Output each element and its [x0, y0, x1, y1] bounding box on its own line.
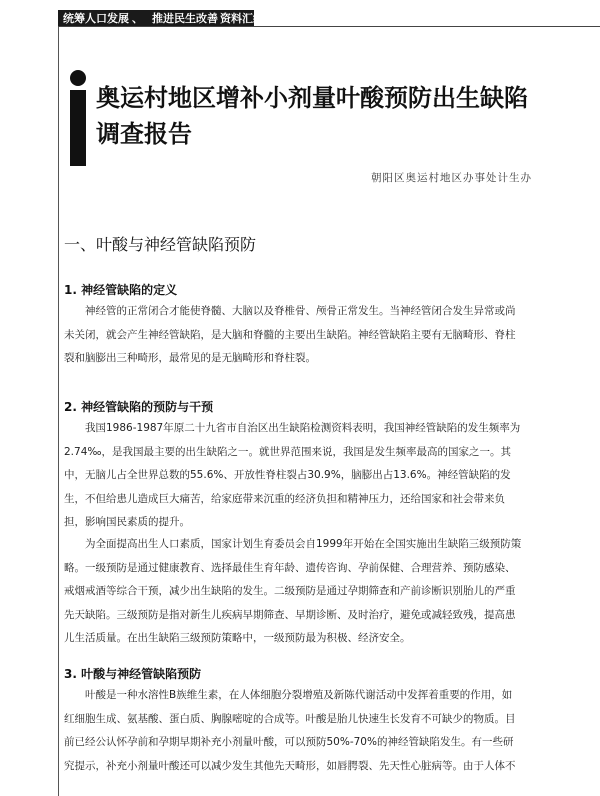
header-left-text: 统筹人口发展	[63, 12, 129, 25]
marker-bar	[70, 90, 86, 166]
title-info-marker	[67, 70, 89, 166]
subsection-1-paragraph: 神经管的正常闭合才能使脊髓、大脑以及脊椎骨、颅骨正常发生。当神经管闭合发生异常或尚未关闭，就会产生神经管缺陷，是大脑和脊髓的主要出生缺陷。神经管缺陷主要有无脑畸形、脊柱裂和脑膨出三种畸形，最常见的是无脑畸形和脊柱裂。	[64, 305, 516, 364]
article-title: 奥运村地区增补小剂量叶酸预防出生缺陷调查报告	[96, 84, 528, 148]
header-separator: 、	[132, 12, 143, 25]
article-byline: 朝阳区奥运村地区办事处计生办	[371, 172, 532, 184]
header-rule	[58, 26, 600, 27]
header-banner	[58, 10, 264, 26]
header-right-text: 资料汇编	[220, 12, 264, 25]
subsection-2-paragraph-2: 为全面提高出生人口素质，国家计划生育委员会自1999年开始在全国实施出生缺陷三级预防策略。一级预防是通过健康教育、选择最佳生育年龄、遗传咨询、孕前保健、合理营养、预防感染、戒烟戒酒等综合干预，减少出生缺陷的发生。二级预防是通过孕期筛查和产前诊断识别胎儿的严重先天缺陷。三级预防是指对新生儿疾病早期筛查、早期诊断、及时治疗，避免或减轻致残，提高患儿生活质量。在出生缺陷三级预防策略中，一级预防最为积极、经济安全。	[64, 538, 522, 644]
section-heading: 一、叶酸与神经管缺陷预防	[64, 235, 257, 254]
subsection-2-heading: 2. 神经管缺陷的预防与干预	[64, 400, 214, 414]
left-margin-rule	[58, 12, 59, 796]
header-middle-text: 推进民生改善	[152, 12, 218, 25]
subsection-3-paragraph: 叶酸是一种水溶性B族维生素，在人体细胞分裂增殖及新陈代谢活动中发挥着重要的作用，如红细胞生成、氨基酸、蛋白质、胸腺嘧啶的合成等。叶酸是胎儿快速生长发育不可缺少的物质。目前已经公认怀孕前和孕期早期补充小剂量叶酸，可以预防50%-70%的神经管缺陷发生。有一些研究提示，补充小剂量叶酸还可以减少发生其他先天畸形，如唇腭裂、先天性心脏病等。由于人体不	[64, 689, 516, 772]
marker-dot	[70, 70, 86, 86]
subsection-1-heading: 1. 神经管缺陷的定义	[64, 283, 178, 297]
subsection-2-paragraph-1: 我国1986-1987年原二十九省市自治区出生缺陷检测资料表明，我国神经管缺陷的发生频率为2.74‰，是我国最主要的出生缺陷之一。就世界范围来说，我国是发生频率最高的国家之一。其中，无脑儿占全世界总数的55.6%、开放性脊柱裂占30.9%，脑膨出占13.6%。神经管缺陷的发生，不但给患儿造成巨大痛苦，给家庭带来沉重的经济负担和精神压力，还给国家和社会带来负担，影响国民素质的提升。	[64, 422, 521, 528]
subsection-3-heading: 3. 叶酸与神经管缺陷预防	[64, 667, 202, 681]
